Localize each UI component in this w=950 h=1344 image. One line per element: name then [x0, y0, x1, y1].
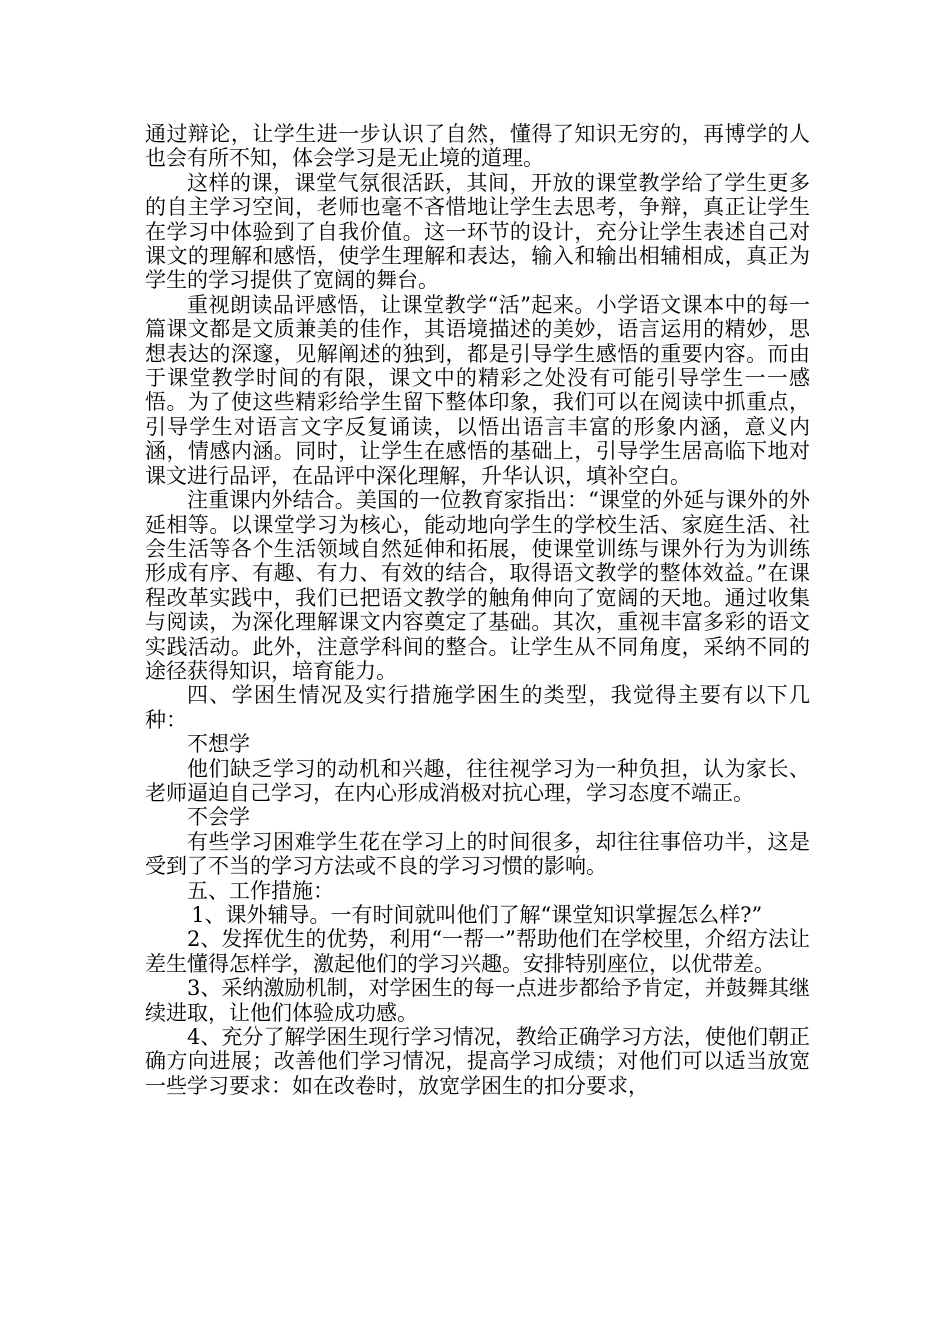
paragraph-continuation: 通过辩论，让学生进一步认识了自然，懂得了知识无穷的，再博学的人也会有所不知，体会学习是无止境的道理。: [145, 122, 810, 171]
document-body: [145, 122, 810, 1098]
subheading-unable-to-learn: 不会学: [187, 805, 250, 830]
section-heading-work-measures: 五、工作措施：: [187, 878, 334, 903]
paragraph-unable-to-learn: 有些学习困难学生花在学习上的时间很多，却往往事倍功半，这是受到了不当的学习方法或不良的学习习惯的影响。: [145, 829, 810, 879]
paragraph-inside-outside-class: 注重课内外结合。美国的一位教育家指出：“课堂的外延与课外的外延相等。以课堂学习为核心，能动地向学生的学校生活、家庭生活、社会生活等各个生活领域自然延伸和拓展，使课堂训练与课外行为为训练形成有序、有趣、有力、有效的结合，取得语文教学的整体效益。”在课程改革实践中，我们已把语文教学的触角伸向了宽阔的天地。通过收集与阅读，为深化理解课文内容奠定了基础。其次，重视丰富多彩的语文实践活动。此外，注意学科间的整合。让学生从不同角度，采纳不同的途径获得知识，培育能力。: [145, 488, 810, 683]
measure-item-2: 2、发挥优生的优势，利用“一帮一”帮助他们在学校里，介绍方法让差生懂得怎样学，激起他们的学习兴趣。安排特别座位，以优带差。: [145, 927, 810, 976]
subheading-unwilling-to-learn: 不想学: [187, 732, 250, 757]
paragraph-reading-appreciation: 重视朗读品评感悟，让课堂教学“活”起来。小学语文课本中的每一篇课文都是文质兼美的佳作，其语境描述的美妙，语言运用的精妙，思想表达的深邃，见解阐述的独到，都是引导学生感悟的重要内容。而由于课堂教学时间的有限，课文中的精彩之处没有可能引导学生一一感悟。为了使这些精彩给学生留下整体印象，我们可以在阅读中抓重点，引导学生对语言文字反复诵读，以悟出语言丰富的形象内涵，意义内涵，情感内涵。同时，让学生在感悟的基础上，引导学生居高临下地对课文进行品评，在品评中深化理解，升华认识，填补空白。: [145, 292, 810, 488]
measure-item-3: 3、采纳激励机制，对学困生的每一点进步都给予肯定，并鼓舞其继续进取，让他们体验成功感。: [145, 976, 810, 1025]
measure-item-4: 4、充分了解学困生现行学习情况，教给正确学习方法，使他们朝正确方向进展；改善他们学习情况，提高学习成绩；对他们可以适当放宽一些学习要求：如在改卷时，放宽学困生的扣分要求，: [145, 1025, 810, 1098]
measure-item-1: 1、课外辅导。一有时间就叫他们了解“课堂知识掌握怎么样?”: [191, 903, 763, 927]
paragraph-unwilling-to-learn: 他们缺乏学习的动机和兴趣，往往视学习为一种负担，认为家长、老师逼迫自己学习，在内心形成消极对抗心理，学习态度不端正。: [145, 756, 810, 805]
section-heading-struggling-students: 四、学困生情况及实行措施学困生的类型，我觉得主要有以下几种：: [145, 683, 810, 732]
paragraph-open-classroom: 这样的课，课堂气氛很活跃，其间，开放的课堂教学给了学生更多的自主学习空间，老师也毫不吝惜地让学生去思考，争辩，真正让学生在学习中体验到了自我价值。这一环节的设计，充分让学生表述自己对课文的理解和感悟，使学生理解和表达，输入和输出相辅相成，真正为学生的学习提供了宽阔的舞台。: [145, 170, 810, 293]
